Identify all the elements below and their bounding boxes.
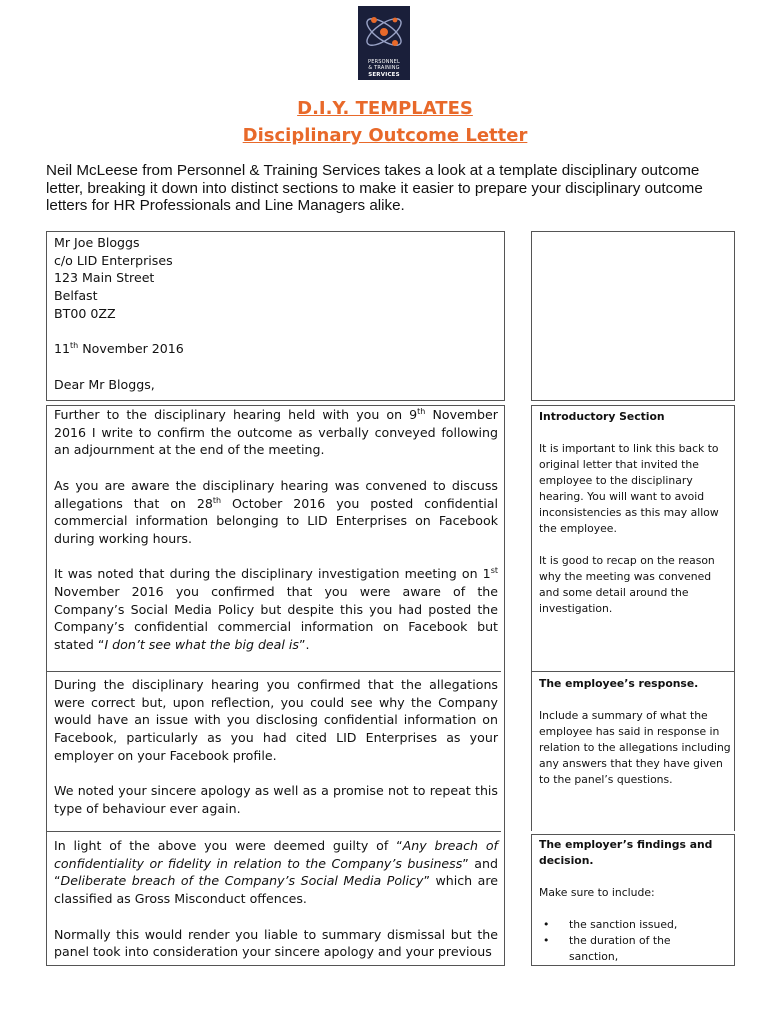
- section-border: [46, 671, 47, 831]
- address-line: Belfast: [54, 288, 98, 304]
- section-border: [504, 831, 505, 966]
- notes-border: [531, 834, 532, 966]
- address-line: c/o LID Enterprises: [54, 252, 173, 268]
- letter-intro-p1: Further to the disciplinary hearing held with you on 9th November 2016 I write to confirm the outcome as verbally conveyed following an adjournment at the end of the meeting.: [54, 406, 498, 458]
- notes-divider: [531, 671, 735, 672]
- notes-findings-section: [539, 837, 731, 965]
- letter-response-p2: We noted your sincere apology as well as a promise not to repeat this type of behaviour ever again.: [54, 783, 498, 816]
- notes-response-heading: The employee’s response.: [539, 677, 699, 690]
- notes-intro-heading: Introductory Section: [539, 410, 665, 423]
- notes-intro-p2: It is good to recap on the reason why the meeting was convened and some detail around the investigation.: [539, 554, 715, 615]
- section-border: [504, 671, 505, 831]
- notes-intro-section: [539, 409, 731, 633]
- page-title: D.I.Y. TEMPLATES: [297, 98, 473, 119]
- notes-response-section: [539, 676, 731, 804]
- notes-border: [531, 671, 532, 831]
- section-divider: [46, 671, 501, 672]
- notes-findings-heading: The employer’s findings and decision.: [539, 838, 713, 867]
- sanction-checklist: [539, 917, 731, 965]
- letter-intro-section: [54, 406, 498, 672]
- notes-header-box: [531, 231, 735, 401]
- letter-salutation: Dear Mr Bloggs,: [54, 376, 155, 392]
- logo-text-personnel: PERSONNEL: [368, 59, 400, 65]
- letter-intro-p2: As you are aware the disciplinary hearing was convened to discuss allegations that on 28th October 2016 you posted confidential commercial information belonging to LID Enterprises on Facebook during working hours.: [54, 477, 499, 546]
- letter-date: 11th November 2016: [54, 340, 184, 357]
- address-line: 123 Main Street: [54, 270, 155, 286]
- section-divider: [46, 831, 501, 832]
- letter-intro-p3: It was noted that during the disciplinary investigation meeting on 1st November 2016 you confirmed that you were aware of the Company’s Social Media Policy but despite this you had posted the Company’s confidential commercial information on Facebook but stated “I don’t see what the big deal is”.: [54, 566, 498, 653]
- notes-response-p1: Include a summary of what the employee has said in response in relation to the allegations including any answers that they have given to the panel’s questions.: [539, 709, 731, 786]
- notes-border: [734, 671, 735, 831]
- checklist-item: • the duration of the: [543, 934, 671, 947]
- checklist-item: • the sanction issued,: [543, 918, 678, 931]
- section-border: [46, 831, 47, 966]
- intro-paragraph: Neil McLeese from Personnel & Training Services takes a look at a template disciplinary outcome letter, breaking it down into distinct sections to make it easier to prepare your disciplinary outcome letters for HR Professionals and Line Managers alike.: [46, 162, 703, 214]
- page-subtitle: Disciplinary Outcome Letter: [242, 125, 528, 146]
- atom-logo-icon: [358, 6, 410, 58]
- logo-text-services: SERVICES: [368, 72, 400, 78]
- notes-border: [531, 405, 532, 671]
- notes-intro-p1: It is important to link this back to original letter that invited the employee to the disciplinary hearing. You will want to avoid inconsistencies as this may allow the employee.: [539, 442, 719, 535]
- notes-findings-p1: Make sure to include:: [539, 886, 655, 899]
- section-border: [504, 405, 505, 671]
- letter-response-section: [54, 676, 498, 835]
- logo-text-training: & TRAINING: [368, 65, 400, 71]
- notes-divider: [531, 834, 735, 835]
- letter-findings-p2: Normally this would render you liable to summary dismissal but the panel took into consideration your sincere apology and your previous: [54, 926, 498, 960]
- notes-border: [734, 834, 735, 966]
- letter-findings-section: [54, 837, 498, 979]
- bullet-icon: •: [543, 934, 550, 947]
- address-line: Mr Joe Bloggs: [54, 235, 140, 250]
- letter-address-block: [54, 234, 494, 393]
- checklist-item: sanction,: [569, 950, 619, 963]
- letter-response-p1: During the disciplinary hearing you confirmed that the allegations were correct but, upon reflection, you could see why the Company would have an issue with you disclosing confidential information on Facebook, particularly as you had cited LID Enterprises as your employer on your Facebook profile.: [54, 677, 498, 763]
- notes-border: [734, 405, 735, 671]
- address-line: BT00 0ZZ: [54, 305, 116, 321]
- notes-divider: [531, 405, 735, 406]
- company-logo: [358, 6, 410, 80]
- section-border: [46, 405, 47, 671]
- bullet-icon: •: [543, 918, 550, 931]
- letter-findings-p1: In light of the above you were deemed guilty of “Any breach of confidentiality or fidelity in relation to the Company’s business” and “Deliberate breach of the Company’s Social Media Policy” which are classified as Gross Misconduct offences.: [54, 838, 499, 907]
- notes-bottom-border: [531, 965, 735, 966]
